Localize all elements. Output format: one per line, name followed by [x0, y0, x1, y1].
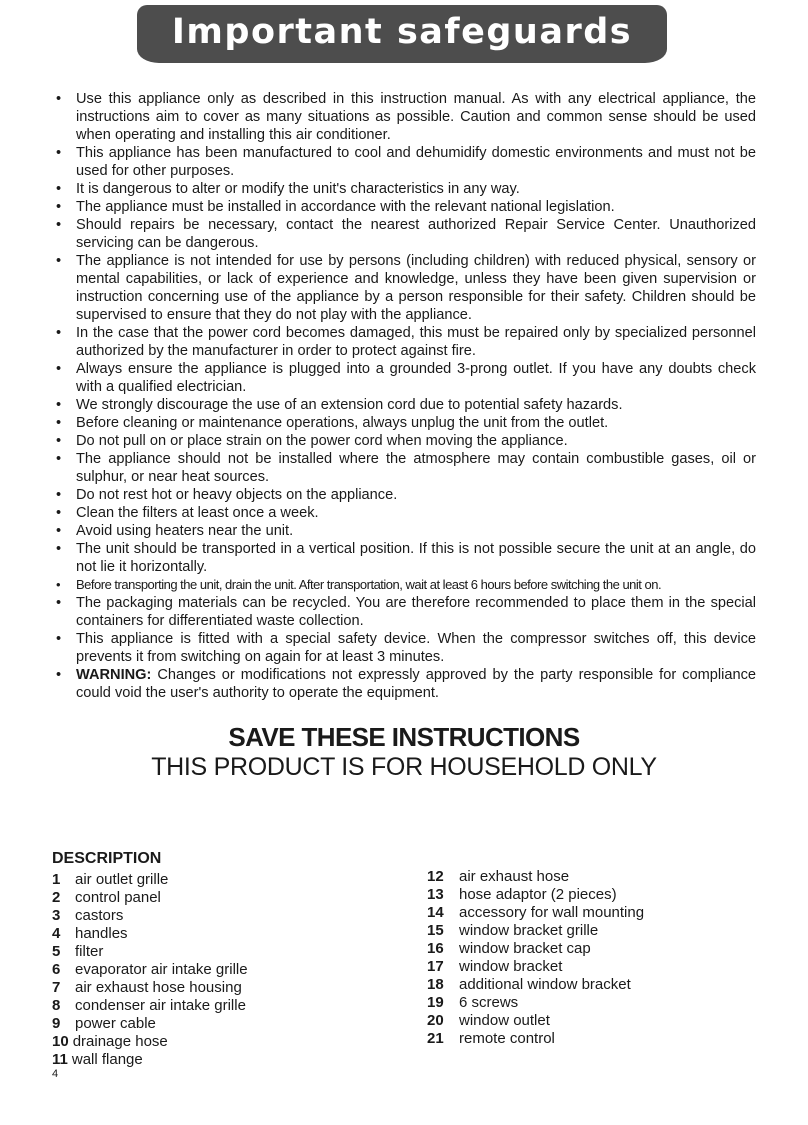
- item-label: condenser air intake grille: [75, 997, 246, 1014]
- list-item: [52, 1015, 248, 1033]
- list-item: [52, 1051, 248, 1069]
- bullet-icon: •: [56, 325, 62, 341]
- list-item: [52, 889, 248, 907]
- safeguard-item: [56, 432, 756, 450]
- safeguard-item: [56, 180, 756, 198]
- item-number: 17: [427, 958, 444, 975]
- item-number: 21: [427, 1030, 444, 1047]
- page-title: Important safeguards: [171, 12, 633, 52]
- safeguard-item: [56, 486, 756, 504]
- item-number: 4: [52, 925, 61, 942]
- bullet-icon: •: [56, 217, 62, 233]
- bullet-icon: •: [56, 199, 62, 215]
- list-item: [52, 871, 248, 889]
- item-label: 6 screws: [459, 994, 519, 1011]
- safeguard-item: [56, 504, 756, 522]
- list-item: [427, 886, 644, 904]
- item-number: 5: [52, 943, 61, 960]
- item-number: 6: [52, 961, 61, 978]
- bullet-icon: •: [56, 631, 62, 647]
- safeguard-text: Avoid using heaters near the unit.: [76, 523, 294, 539]
- safeguard-item: [56, 396, 756, 414]
- safeguard-text: The appliance must be installed in accordance with the relevant national legislation.: [76, 199, 615, 215]
- item-number: 8: [52, 997, 61, 1014]
- bullet-icon: •: [56, 451, 62, 467]
- item-label: filter: [75, 943, 104, 960]
- bullet-icon: •: [56, 577, 61, 592]
- item-number: 2: [52, 889, 61, 906]
- safeguard-text: Do not pull on or place strain on the power cord when moving the appliance.: [76, 433, 568, 449]
- safeguard-text: In the case that the power cord becomes damaged, this must be repaired only by specialized personnel authorized by the manufacturer in order to protect against fire.: [76, 325, 756, 359]
- warning-text: Changes or modifications not expressly approved by the party responsible for compliance could void the user's authority to operate the equipment.: [76, 667, 756, 701]
- safeguard-text: Do not rest hot or heavy objects on the appliance.: [76, 487, 398, 503]
- safeguard-item: [56, 540, 756, 576]
- safeguard-item: [56, 216, 756, 252]
- safeguard-text: The appliance is not intended for use by persons (including children) with reduced physical, sensory or mental capabilities, or lack of experience and knowledge, unless they have been given supervision or instruction concerning use of the appliance by a person responsible for their safety. Children should be supervised to ensure that they do not play with the appliance.: [76, 253, 756, 323]
- bullet-icon: •: [56, 523, 62, 539]
- item-number: 7: [52, 979, 61, 996]
- list-item: [52, 943, 248, 961]
- safeguard-item: [56, 90, 756, 144]
- item-label: power cable: [75, 1015, 156, 1032]
- item-number: 1: [52, 871, 61, 888]
- safeguard-text: This appliance is fitted with a special safety device. When the compressor switches off, this device prevents it from switching on again for at least 3 minutes.: [76, 631, 756, 665]
- safeguard-text: Before transporting the unit, drain the unit. After transportation, wait at least 6 hours before switching the unit on.: [76, 577, 662, 592]
- item-number: 14: [427, 904, 444, 921]
- safeguard-item: [56, 144, 756, 180]
- item-number: 11: [52, 1051, 68, 1068]
- list-item: [427, 1030, 644, 1048]
- list-item: [427, 958, 644, 976]
- item-label: evaporator air intake grille: [75, 961, 248, 978]
- list-item: [52, 925, 248, 943]
- bullet-icon: •: [56, 487, 62, 503]
- item-label: air exhaust hose: [459, 868, 570, 885]
- list-item: [427, 1012, 644, 1030]
- safeguard-item: [56, 576, 756, 594]
- title-banner: [137, 5, 667, 63]
- bullet-icon: •: [56, 667, 62, 683]
- safeguard-item: [56, 360, 756, 396]
- list-item: [427, 976, 644, 994]
- bullet-icon: •: [56, 145, 62, 161]
- save-heading: SAVE THESE INSTRUCTIONS: [228, 722, 580, 752]
- list-item: [427, 868, 644, 886]
- safeguard-text: Always ensure the appliance is plugged into a grounded 3-prong outlet. If you have any doubts check with a qualified electrician.: [76, 361, 756, 395]
- list-item: [427, 904, 644, 922]
- list-item: [52, 907, 248, 925]
- item-label: castors: [75, 907, 124, 924]
- bullet-icon: •: [56, 91, 62, 107]
- item-label: air outlet grille: [75, 871, 169, 888]
- safeguard-item: [56, 450, 756, 486]
- item-label: drainage hose: [72, 1033, 168, 1050]
- item-number: 12: [427, 868, 444, 885]
- safeguard-text: The appliance should not be installed where the atmosphere may contain combustible gases, oil or sulphur, or near heat sources.: [76, 451, 756, 485]
- bullet-icon: •: [56, 253, 62, 269]
- item-number: 15: [427, 922, 444, 939]
- household-notice: THIS PRODUCT IS FOR HOUSEHOLD ONLY: [151, 753, 657, 781]
- safeguards-list: [56, 90, 756, 702]
- bullet-icon: •: [56, 415, 62, 431]
- item-label: remote control: [459, 1030, 555, 1047]
- list-item: [52, 997, 248, 1015]
- list-item: [52, 1033, 248, 1051]
- safeguard-text: Clean the filters at least once a week.: [76, 505, 319, 521]
- page-number: 4: [52, 1068, 59, 1080]
- safeguard-text: It is dangerous to alter or modify the unit's characteristics in any way.: [76, 181, 520, 197]
- bullet-icon: •: [56, 595, 62, 611]
- item-label: handles: [75, 925, 128, 942]
- list-item: [427, 994, 644, 1012]
- item-number: 10: [52, 1033, 69, 1050]
- safeguard-item: [56, 324, 756, 360]
- safeguard-item: [56, 414, 756, 432]
- bullet-icon: •: [56, 541, 62, 557]
- description-list-right: [427, 868, 644, 1048]
- bullet-icon: •: [56, 433, 62, 449]
- item-label: window bracket: [459, 958, 563, 975]
- description-heading: DESCRIPTION: [52, 850, 162, 867]
- bullet-icon: •: [56, 181, 62, 197]
- safeguard-item: [56, 630, 756, 666]
- safeguard-item: [56, 594, 756, 630]
- safeguard-text: We strongly discourage the use of an extension cord due to potential safety hazards.: [76, 397, 623, 413]
- item-label: window bracket grille: [459, 922, 599, 939]
- bullet-icon: •: [56, 397, 62, 413]
- item-number: 20: [427, 1012, 444, 1029]
- list-item: [427, 922, 644, 940]
- item-number: 18: [427, 976, 444, 993]
- item-label: accessory for wall mounting: [459, 904, 645, 921]
- item-number: 19: [427, 994, 444, 1011]
- item-label: window outlet: [459, 1012, 550, 1029]
- safeguard-item: [56, 522, 756, 540]
- description-list-left: [52, 871, 248, 1069]
- safeguard-item: [56, 198, 756, 216]
- safeguard-item: [56, 252, 756, 324]
- bullet-icon: •: [56, 361, 62, 377]
- item-label: hose adaptor (2 pieces): [459, 886, 617, 903]
- item-label: control panel: [75, 889, 161, 906]
- safeguard-text: The packaging materials can be recycled. You are therefore recommended to place them in the special containers for differentiated waste collection.: [76, 595, 756, 629]
- warning-item: [56, 666, 756, 702]
- item-label: window bracket cap: [459, 940, 591, 957]
- safeguard-text: Should repairs be necessary, contact the nearest authorized Repair Service Center. Unauthorized servicing can be dangerous.: [76, 217, 756, 251]
- warning-label: WARNING:: [76, 667, 152, 683]
- item-number: 3: [52, 907, 61, 924]
- list-item: [427, 940, 644, 958]
- safeguard-text: The unit should be transported in a vertical position. If this is not possible secure the unit at an angle, do not lie it horizontally.: [76, 541, 756, 575]
- item-label: additional window bracket: [459, 976, 631, 993]
- item-label: air exhaust hose housing: [75, 979, 242, 996]
- safeguard-text: Before cleaning or maintenance operations, always unplug the unit from the outlet.: [76, 415, 609, 431]
- item-number: 9: [52, 1015, 61, 1032]
- bullet-icon: •: [56, 505, 62, 521]
- item-number: 13: [427, 886, 444, 903]
- safeguard-text: Use this appliance only as described in this instruction manual. As with any electrical appliance, the instructions aim to cover as many situations as possible. Caution and common sense should be used when operating and installing this air conditioner.: [76, 91, 756, 143]
- list-item: [52, 979, 248, 997]
- safeguard-text: This appliance has been manufactured to cool and dehumidify domestic environments and must not be used for other purposes.: [76, 145, 756, 179]
- save-instructions: [0, 722, 808, 782]
- item-label: wall flange: [71, 1051, 143, 1068]
- list-item: [52, 961, 248, 979]
- item-number: 16: [427, 940, 444, 957]
